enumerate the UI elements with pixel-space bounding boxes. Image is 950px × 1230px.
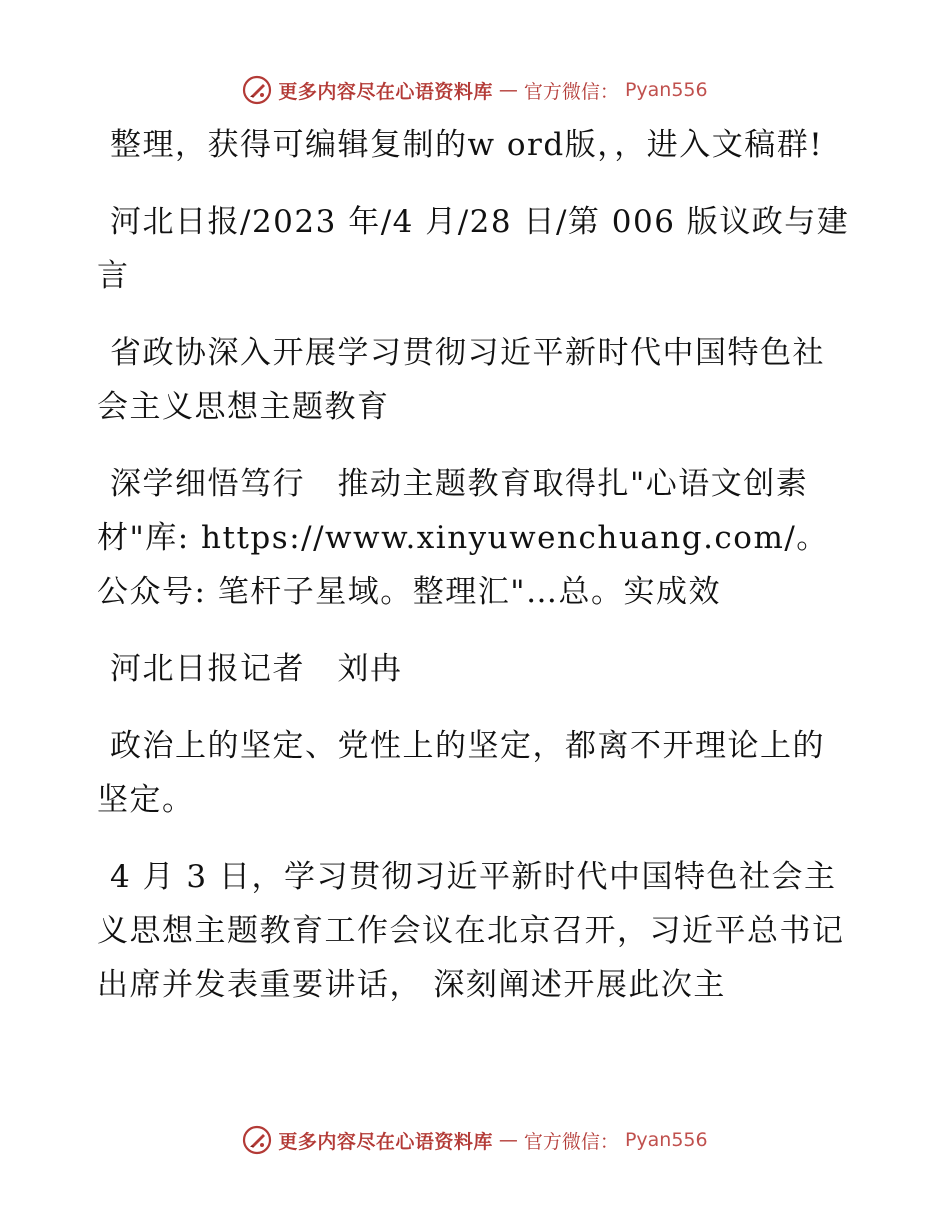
watermark-label: 官方微信： bbox=[523, 1130, 619, 1153]
watermark-title: 更多内容尽在心语资料库 bbox=[278, 1130, 493, 1153]
watermark-wechat-id: Pyan556 bbox=[624, 79, 708, 101]
paragraph-source: 河北日报/2023 年/4 月/28 日/第 006 版议政与建言 bbox=[97, 204, 850, 294]
header-watermark bbox=[0, 70, 950, 110]
quill-pen-logo-icon bbox=[242, 1125, 272, 1155]
watermark-title: 更多内容尽在心语资料库 bbox=[278, 80, 493, 103]
paragraph-intro: 整理，获得可编辑复制的w ord版，，进入文稿群! bbox=[110, 127, 824, 163]
quill-pen-logo-icon bbox=[242, 75, 272, 105]
paragraph-subheadline: 深学细悟笃行 推动主题教育取得扎"心语文创素材"库: https://www.xinyuwenchuang.com/。公众号: 笔杆子星域。整理汇"…总。实成效 bbox=[97, 466, 829, 610]
paragraph-body-1: 政治上的坚定、党性上的坚定，都离不开理论上的坚定。 bbox=[97, 728, 825, 818]
watermark-separator: — bbox=[498, 79, 518, 101]
paragraph-byline: 河北日报记者 刘冉 bbox=[110, 651, 403, 687]
watermark-separator: — bbox=[498, 1129, 518, 1151]
watermark-wechat-id: Pyan556 bbox=[624, 1129, 708, 1151]
watermark-label: 官方微信： bbox=[523, 80, 619, 103]
paragraph-body-2: 4 月 3 日，学习贯彻习近平新时代中国特色社会主义思想主题教育工作会议在北京召开，习近平总书记出席并发表重要讲话， 深刻阐述开展此次主 bbox=[97, 859, 845, 1003]
footer-watermark bbox=[0, 1120, 950, 1160]
paragraph-headline: 省政协深入开展学习贯彻习近平新时代中国特色社会主义思想主题教育 bbox=[97, 335, 825, 425]
document-body bbox=[97, 118, 857, 1035]
